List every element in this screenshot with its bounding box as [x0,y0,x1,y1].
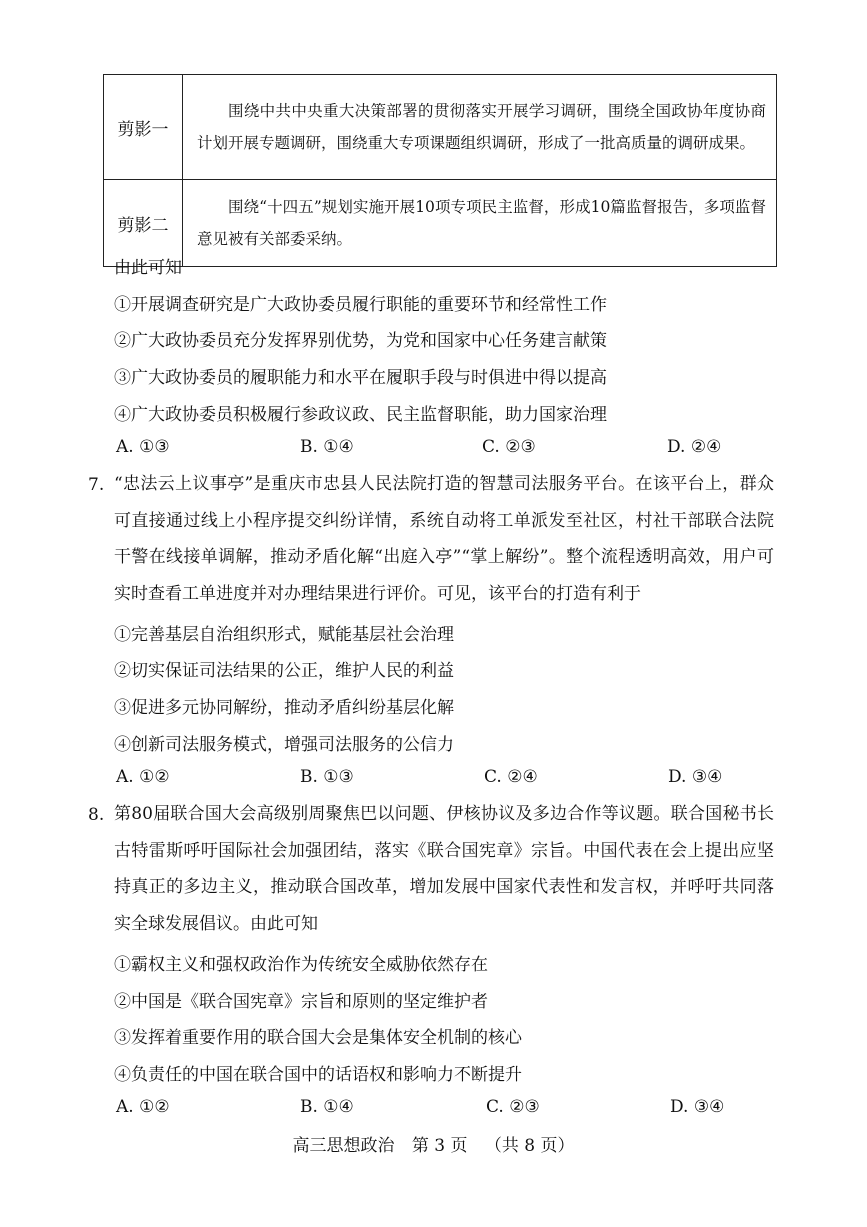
q7-option-c[interactable]: C. ②④ [484,767,538,787]
q7-number: 7. [88,475,105,495]
clip-label: 剪影二 [104,180,183,267]
page-footer [0,1131,867,1156]
footer-page: 第 3 页 [411,1136,468,1156]
q6-statement-4: ④广大政协委员积极履行参政议政、民主监督职能，助力国家治理 [114,405,607,425]
q6-option-b[interactable]: B. ①④ [300,437,354,457]
q7-option-a[interactable]: A. ①② [116,767,170,787]
q6-statement-1: ①开展调查研究是广大政协委员履行职能的重要环节和经常性工作 [114,295,607,315]
q7-statement-1: ①完善基层自治组织形式，赋能基层社会治理 [114,625,454,645]
clip-row [104,75,777,180]
q8-statement-4: ④负责任的中国在联合国中的话语权和影响力不断提升 [114,1065,522,1085]
q7-stem: “忠法云上议事亭”是重庆市忠县人民法院打造的智慧司法服务平台。在该平台上，群众可直接通过线上小程序提交纠纷详情，系统自动将工单派发至社区，村社干部联合法院干警在线接单调解，推动矛盾化解“出庭入亭”“掌上解纷”。整个流程透明高效，用户可实时查看工单进度并对办理结果进行评价。可见，该平台的打造有利于 [114,474,774,604]
q8-statement-2: ②中国是《联合国宪章》宗旨和原则的坚定维护者 [114,992,488,1012]
clip-label: 剪影一 [104,75,183,180]
q6-option-c[interactable]: C. ②③ [482,437,536,457]
q6-option-d[interactable]: D. ②④ [667,437,722,457]
q8-option-d[interactable]: D. ③④ [670,1097,725,1117]
q8-option-b[interactable]: B. ①④ [300,1097,354,1117]
q6-lead: 由此可知 [114,258,182,278]
q6-statement-2: ②广大政协委员充分发挥界别优势，为党和国家中心任务建言献策 [114,331,607,351]
q8-statement-1: ①霸权主义和强权政治作为传统安全威胁依然存在 [114,955,488,975]
q8-option-a[interactable]: A. ①② [116,1097,170,1117]
q7-statement-4: ④创新司法服务模式，增强司法服务的公信力 [114,735,454,755]
footer-subject: 高三思想政治 [292,1136,395,1156]
clip-row [104,180,777,267]
q7-statement-3: ③促进多元协同解纷，推动矛盾纠纷基层化解 [114,698,454,718]
clip-text: 围绕中共中央重大决策部署的贯彻落实开展学习调研，围绕全国政协年度协商计划开展专题调研，围绕重大专项课题组织调研，形成了一批高质量的调研成果。 [183,75,777,180]
q8-option-c[interactable]: C. ②③ [486,1097,540,1117]
clips-table [103,74,777,267]
q6-option-a[interactable]: A. ①③ [116,437,170,457]
q8-number: 8. [88,805,105,825]
q6-statement-3: ③广大政协委员的履职能力和水平在履职手段与时俱进中得以提高 [114,368,607,388]
q7-option-b[interactable]: B. ①③ [300,767,354,787]
clip-text: 围绕“十四五”规划实施开展10项专项民主监督，形成10篇监督报告，多项监督意见被有关部委采纳。 [183,180,777,267]
q7-option-d[interactable]: D. ③④ [668,767,723,787]
footer-total: （共 8 页） [484,1136,575,1156]
q8-stem: 第80届联合国大会高级别周聚焦巴以问题、伊核协议及多边合作等议题。联合国秘书长古特雷斯呼吁国际社会加强团结，落实《联合国宪章》宗旨。中国代表在会上提出应坚持真正的多边主义，推动联合国改革，增加发展中国家代表性和发言权，并呼吁共同落实全球发展倡议。由此可知 [114,804,774,934]
q8-statement-3: ③发挥着重要作用的联合国大会是集体安全机制的核心 [114,1028,522,1048]
q7-statement-2: ②切实保证司法结果的公正，维护人民的利益 [114,661,454,681]
